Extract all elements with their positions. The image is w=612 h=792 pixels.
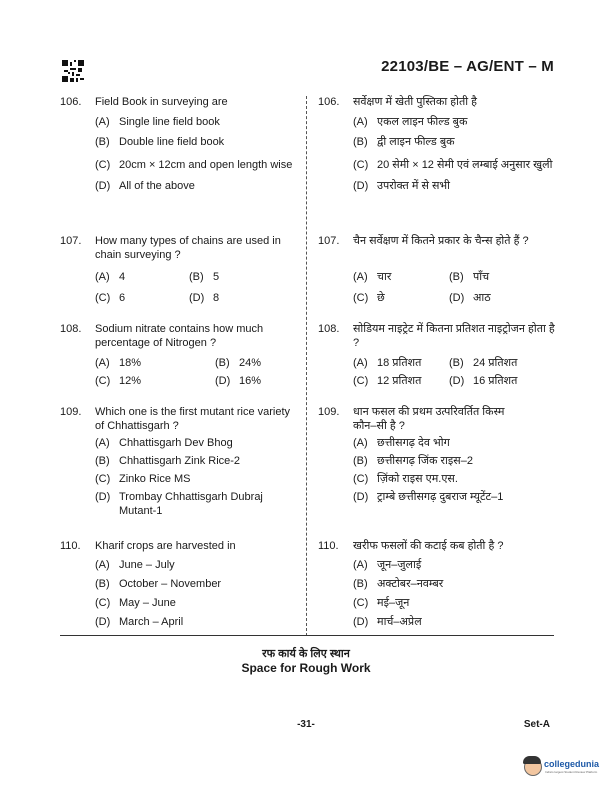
question-number: 110. bbox=[318, 540, 339, 552]
question-text: सर्वेक्षण में खेती पुस्तिका होती है bbox=[353, 96, 477, 108]
option-label: (D) bbox=[95, 616, 111, 628]
option-label: (D) bbox=[215, 375, 231, 387]
option-label: (B) bbox=[95, 455, 110, 467]
rough-work-heading-hindi: रफ कार्य के लिए स्थान bbox=[262, 648, 350, 660]
option-text: 6 bbox=[119, 292, 126, 304]
option-label: (D) bbox=[353, 180, 369, 192]
question-number: 109. bbox=[318, 406, 340, 418]
option-label: (D) bbox=[449, 375, 465, 387]
logo-tagline: India's largest Student Review Platform bbox=[545, 770, 598, 774]
option-text: एकल लाइन फील्ड बुक bbox=[377, 116, 468, 128]
option-text: मार्च–अप्रेल bbox=[377, 616, 422, 628]
page-number: -31- bbox=[297, 719, 315, 730]
option-text: October – November bbox=[119, 578, 222, 590]
question-110-hi bbox=[318, 539, 558, 629]
option-label: (B) bbox=[353, 578, 368, 590]
option-label: (C) bbox=[353, 159, 369, 171]
option-label: (A) bbox=[353, 116, 368, 128]
option-text: द्वी लाइन फील्ड बुक bbox=[377, 136, 455, 148]
question-text: धान फसल की प्रथम उत्परिवर्तित किस्म कौन–सी है ? bbox=[353, 406, 505, 432]
option-label: (C) bbox=[95, 159, 111, 171]
option-text: उपरोक्त में से सभी bbox=[377, 180, 450, 192]
option-text: छत्तीसगढ़ देव भोग bbox=[377, 437, 450, 449]
option-label: (D) bbox=[353, 616, 369, 628]
option-label: (A) bbox=[353, 559, 368, 571]
option-text: छे bbox=[377, 292, 385, 304]
option-label: (D) bbox=[449, 292, 465, 304]
question-110-en bbox=[60, 539, 298, 629]
question-text: Kharif crops are harvested in bbox=[95, 540, 236, 552]
option-label: (B) bbox=[353, 136, 368, 148]
collegedunia-logo bbox=[524, 754, 612, 784]
option-label: (A) bbox=[353, 357, 368, 369]
question-109-hi bbox=[318, 405, 558, 504]
option-text: 16% bbox=[239, 375, 262, 387]
mascot-hair-icon bbox=[523, 756, 541, 764]
option-label: (B) bbox=[353, 455, 368, 467]
option-text: All of the above bbox=[119, 180, 195, 192]
option-text: आठ bbox=[473, 292, 491, 304]
option-label: (A) bbox=[353, 271, 368, 283]
option-label: (C) bbox=[95, 375, 111, 387]
option-text: मई–जून bbox=[377, 597, 410, 609]
option-label: (C) bbox=[353, 597, 369, 609]
option-label: (C) bbox=[353, 292, 369, 304]
option-text: 20 सेमी × 12 सेमी एवं लम्बाई अनुसार खुली bbox=[377, 159, 553, 171]
question-number: 108. bbox=[318, 323, 340, 335]
option-text: May – June bbox=[119, 597, 176, 609]
option-text: 24% bbox=[239, 357, 262, 369]
option-text: Chhattisgarh Zink Rice-2 bbox=[119, 455, 241, 467]
option-label: (A) bbox=[95, 437, 110, 449]
qr-code-icon bbox=[62, 60, 84, 82]
paper-code: 22103/BE – AG/ENT – M bbox=[381, 58, 554, 75]
option-text: Double line field book bbox=[119, 136, 225, 148]
option-text: 24 प्रतिशत bbox=[473, 357, 518, 369]
question-number: 110. bbox=[60, 540, 81, 552]
option-text: चार bbox=[377, 271, 392, 283]
option-label: (B) bbox=[215, 357, 230, 369]
question-number: 106. bbox=[318, 96, 340, 108]
option-label: (C) bbox=[353, 375, 369, 387]
option-text: 4 bbox=[119, 271, 126, 283]
question-number: 108. bbox=[60, 323, 82, 335]
option-text: पाँच bbox=[473, 271, 490, 283]
option-text: Trombay Chhattisgarh Dubraj Mutant-1 bbox=[119, 491, 263, 517]
question-106-en bbox=[60, 95, 298, 193]
question-108-hi bbox=[318, 322, 558, 388]
question-text: खरीफ फसलों की कटाई कब होती है ? bbox=[353, 540, 504, 552]
option-label: (C) bbox=[353, 473, 369, 485]
question-107-hi bbox=[318, 234, 558, 305]
option-text: ट्राम्बे छत्तीसगढ़ दुबराज म्यूटेंट–1 bbox=[377, 491, 504, 503]
option-text: 8 bbox=[213, 292, 220, 304]
option-label: (D) bbox=[353, 491, 369, 503]
logo-name: collegedunia bbox=[544, 759, 600, 769]
option-text: 5 bbox=[213, 271, 220, 283]
option-label: (A) bbox=[95, 357, 110, 369]
option-text: 18% bbox=[119, 357, 142, 369]
option-text: 20cm × 12cm and open length wise bbox=[119, 159, 293, 171]
question-number: 109. bbox=[60, 406, 82, 418]
option-label: (B) bbox=[189, 271, 204, 283]
question-number: 106. bbox=[60, 96, 82, 108]
question-number: 107. bbox=[318, 235, 340, 247]
option-text: Zinko Rice MS bbox=[119, 473, 191, 485]
question-107-en bbox=[60, 234, 298, 305]
option-text: अक्टोबर–नवम्बर bbox=[377, 578, 444, 590]
option-label: (A) bbox=[353, 437, 368, 449]
option-label: (C) bbox=[95, 473, 111, 485]
column-divider bbox=[306, 96, 307, 636]
question-106-hi bbox=[318, 95, 558, 193]
option-label: (A) bbox=[95, 116, 110, 128]
option-label: (D) bbox=[95, 180, 111, 192]
option-label: (B) bbox=[95, 136, 110, 148]
option-text: March – April bbox=[119, 616, 184, 628]
question-text: चैन सर्वेक्षण में कितने प्रकार के चैन्स होते हैं ? bbox=[353, 235, 529, 247]
question-text: Which one is the first mutant rice variety of Chhattisgarh ? bbox=[95, 406, 291, 432]
option-label: (B) bbox=[449, 357, 464, 369]
question-108-en bbox=[60, 322, 298, 388]
question-text: Field Book in surveying are bbox=[95, 96, 228, 108]
question-text: सोडियम नाइट्रेट में कितना प्रतिशत नाइट्रोजन होता है ? bbox=[353, 323, 555, 349]
option-label: (A) bbox=[95, 271, 110, 283]
rough-work-divider bbox=[60, 635, 554, 636]
option-text: Chhattisgarh Dev Bhog bbox=[119, 437, 233, 449]
option-label: (D) bbox=[189, 292, 205, 304]
option-label: (D) bbox=[95, 491, 111, 503]
question-number: 107. bbox=[60, 235, 82, 247]
option-text: छत्तीसगढ़ जिंक राइस–2 bbox=[377, 455, 473, 467]
option-text: Single line field book bbox=[119, 116, 220, 128]
option-text: 12% bbox=[119, 375, 142, 387]
option-label: (B) bbox=[449, 271, 464, 283]
question-text: Sodium nitrate contains how much percentage of Nitrogen ? bbox=[95, 323, 264, 349]
option-text: 16 प्रतिशत bbox=[473, 375, 518, 387]
option-label: (C) bbox=[95, 597, 111, 609]
question-text: How many types of chains are used in chain surveying ? bbox=[95, 235, 281, 261]
question-109-en bbox=[60, 405, 298, 518]
set-label: Set-A bbox=[523, 719, 550, 730]
option-label: (B) bbox=[95, 578, 110, 590]
option-label: (A) bbox=[95, 559, 110, 571]
option-text: June – July bbox=[119, 559, 175, 571]
option-text: 18 प्रतिशत bbox=[377, 357, 422, 369]
option-text: 12 प्रतिशत bbox=[377, 375, 422, 387]
option-text: ज़िंको राइस एम.एस. bbox=[377, 473, 458, 485]
rough-work-heading: Space for Rough Work bbox=[241, 661, 371, 675]
option-text: जून–जुलाई bbox=[377, 559, 422, 571]
option-label: (C) bbox=[95, 292, 111, 304]
